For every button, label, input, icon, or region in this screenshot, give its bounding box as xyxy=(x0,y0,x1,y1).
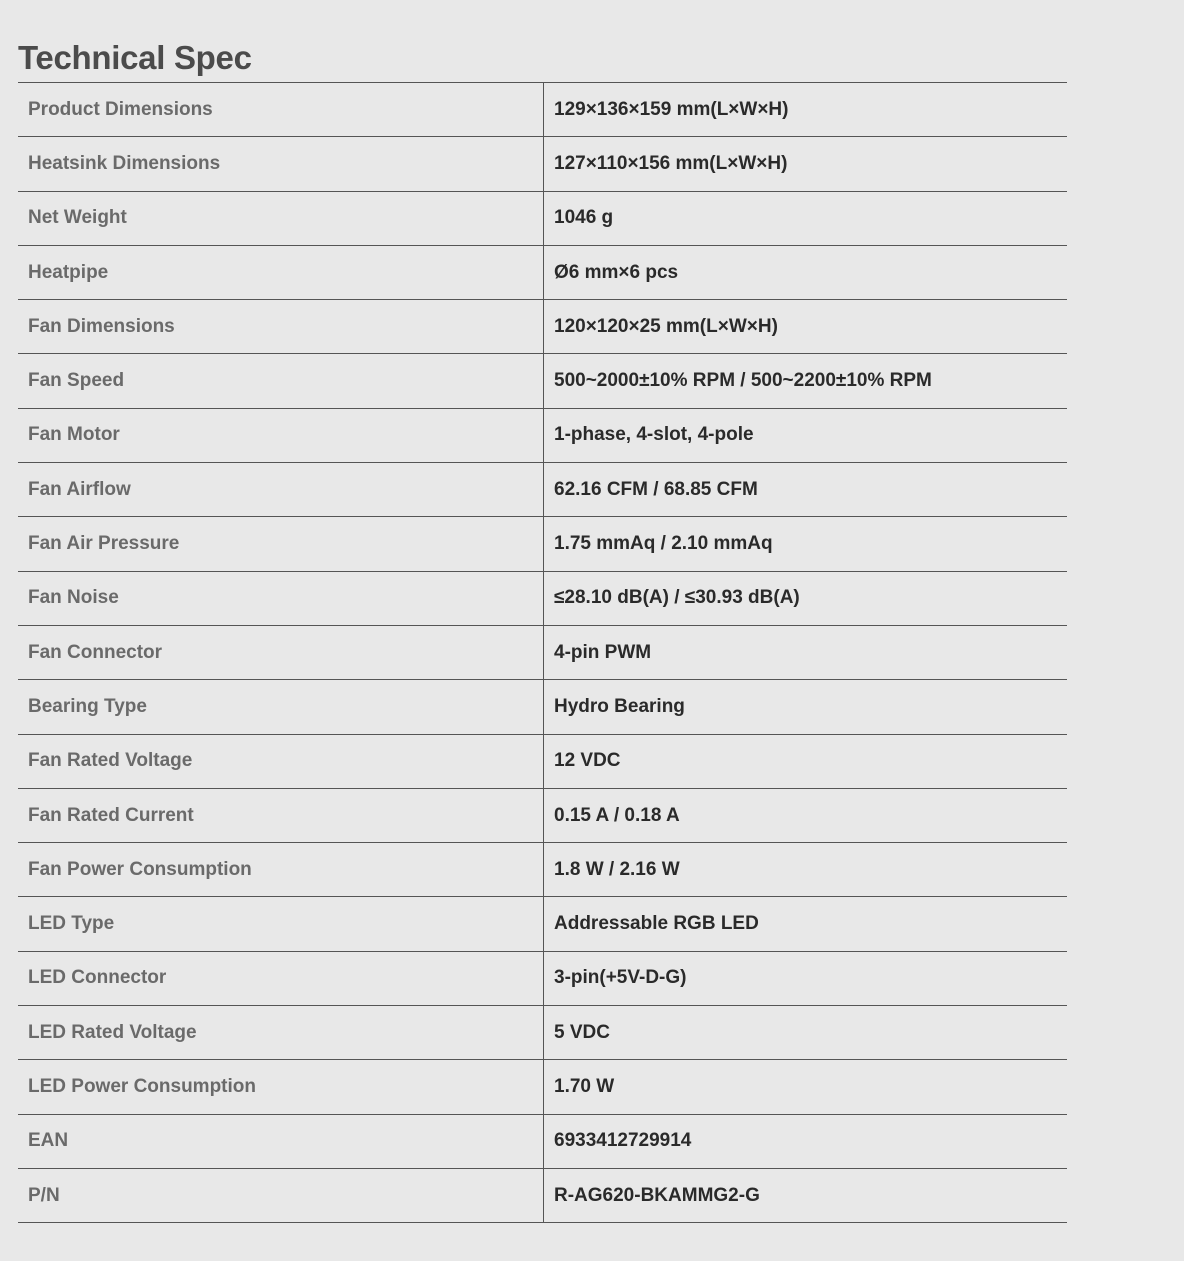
spec-value: 1046 g xyxy=(554,207,614,229)
spec-value: 129×136×159 mm(L×W×H) xyxy=(554,98,789,120)
spec-row xyxy=(18,300,1067,354)
spec-value: 1.8 W / 2.16 W xyxy=(554,858,680,880)
spec-label: LED Connector xyxy=(18,951,544,1005)
spec-row xyxy=(18,1168,1067,1222)
spec-row xyxy=(18,517,1067,571)
spec-value: 62.16 CFM / 68.85 CFM xyxy=(554,478,758,500)
spec-row xyxy=(18,463,1067,517)
spec-label: Fan Air Pressure xyxy=(18,517,544,571)
spec-value: 3-pin(+5V-D-G) xyxy=(554,967,687,989)
spec-value: 1.75 mmAq / 2.10 mmAq xyxy=(554,533,773,555)
spec-row xyxy=(18,951,1067,1005)
spec-row xyxy=(18,1006,1067,1060)
spec-row xyxy=(18,191,1067,245)
spec-label: Fan Dimensions xyxy=(18,300,544,354)
spec-label: LED Power Consumption xyxy=(18,1060,544,1114)
spec-label: Fan Motor xyxy=(18,408,544,462)
spec-label: Fan Noise xyxy=(18,571,544,625)
spec-row xyxy=(18,137,1067,191)
spec-table-body xyxy=(18,83,1067,1223)
spec-value: Hydro Bearing xyxy=(554,695,685,717)
spec-row xyxy=(18,1114,1067,1168)
spec-value: R-AG620-BKAMMG2-G xyxy=(554,1184,760,1206)
spec-label: Heatsink Dimensions xyxy=(18,137,544,191)
spec-value: Addressable RGB LED xyxy=(554,913,759,935)
spec-row xyxy=(18,354,1067,408)
section-title: Technical Spec xyxy=(18,39,252,76)
technical-spec-section xyxy=(18,36,1067,1223)
spec-label: Fan Power Consumption xyxy=(18,843,544,897)
spec-label: LED Rated Voltage xyxy=(18,1006,544,1060)
spec-value: 120×120×25 mm(L×W×H) xyxy=(554,315,778,337)
spec-value: 4-pin PWM xyxy=(554,641,652,663)
spec-row xyxy=(18,734,1067,788)
spec-row xyxy=(18,83,1067,137)
spec-label: Heatpipe xyxy=(18,245,544,299)
spec-label: Product Dimensions xyxy=(18,83,544,137)
spec-row xyxy=(18,625,1067,679)
spec-label: Net Weight xyxy=(18,191,544,245)
spec-row xyxy=(18,788,1067,842)
spec-row xyxy=(18,843,1067,897)
spec-row xyxy=(18,897,1067,951)
spec-value: 127×110×156 mm(L×W×H) xyxy=(554,152,788,174)
spec-row xyxy=(18,245,1067,299)
spec-value: ≤28.10 dB(A) / ≤30.93 dB(A) xyxy=(554,587,800,609)
spec-value: 500~2000±10% RPM / 500~2200±10% RPM xyxy=(554,370,932,392)
spec-value: 1-phase, 4-slot, 4-pole xyxy=(554,424,754,446)
spec-label: Fan Rated Voltage xyxy=(18,734,544,788)
spec-value: Ø6 mm×6 pcs xyxy=(554,261,679,283)
spec-row xyxy=(18,408,1067,462)
spec-label: Fan Speed xyxy=(18,354,544,408)
spec-value: 12 VDC xyxy=(554,750,621,772)
spec-label: P/N xyxy=(18,1168,544,1222)
spec-value: 1.70 W xyxy=(554,1075,615,1097)
spec-table xyxy=(18,82,1067,1223)
spec-value: 0.15 A / 0.18 A xyxy=(554,804,680,826)
spec-label: Fan Airflow xyxy=(18,463,544,517)
spec-value: 6933412729914 xyxy=(554,1130,692,1152)
spec-label: Bearing Type xyxy=(18,680,544,734)
spec-row xyxy=(18,571,1067,625)
spec-label: Fan Rated Current xyxy=(18,788,544,842)
spec-label: EAN xyxy=(18,1114,544,1168)
spec-label: Fan Connector xyxy=(18,625,544,679)
spec-label: LED Type xyxy=(18,897,544,951)
spec-row xyxy=(18,1060,1067,1114)
spec-row xyxy=(18,680,1067,734)
spec-value: 5 VDC xyxy=(554,1021,610,1043)
